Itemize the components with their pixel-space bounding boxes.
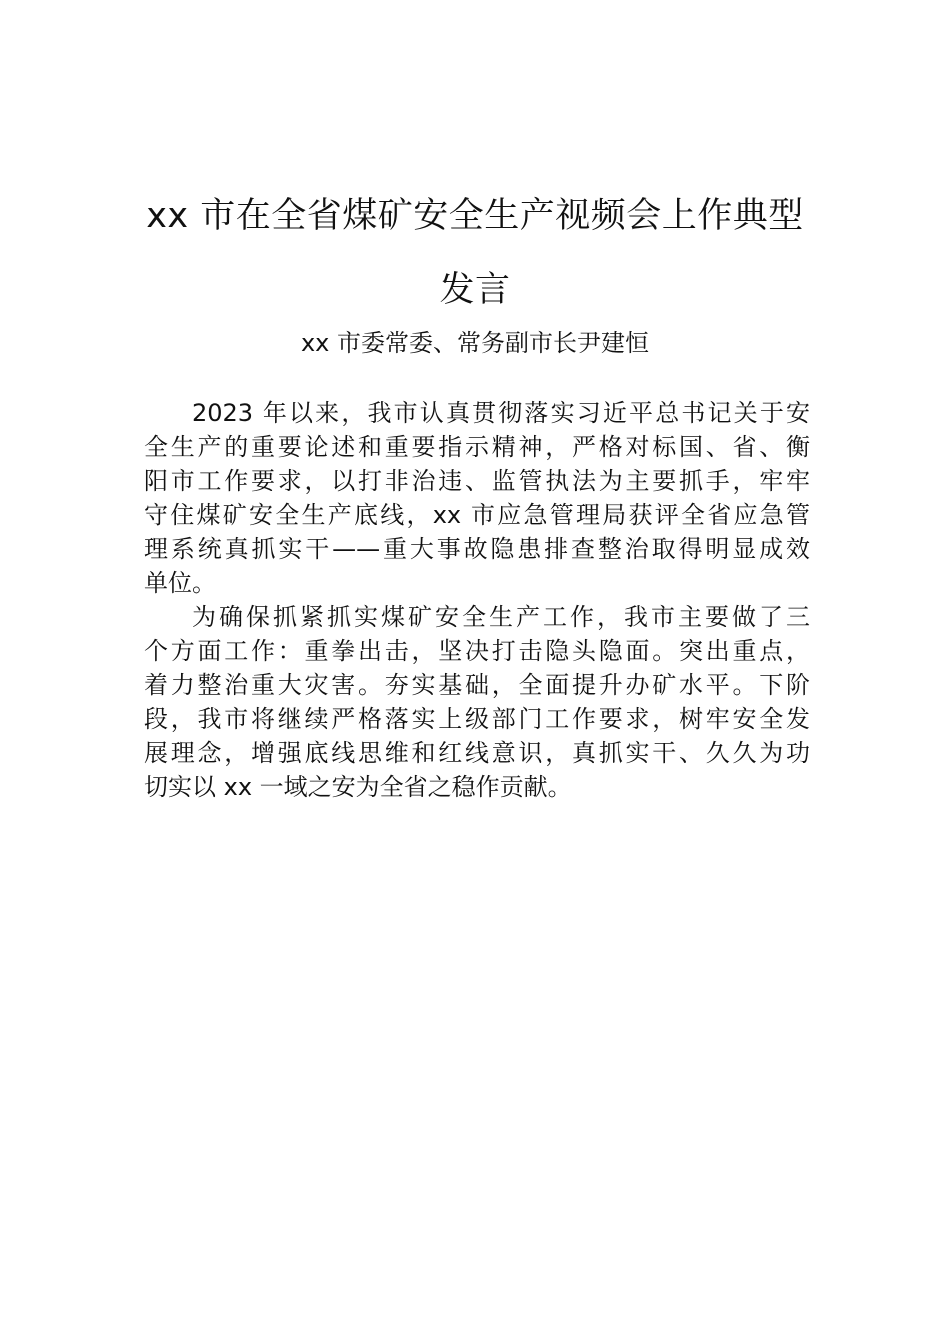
paragraph-line: 为确保抓紧抓实煤矿安全生产工作，我市主要做了三 (192, 603, 810, 631)
title-line-2: 发言 (439, 270, 511, 310)
paragraph-line: 理系统真抓实干——重大事故隐患排查整治取得明显成效 (144, 535, 810, 563)
paragraph-line: 段，我市将继续严格落实上级部门工作要求，树牢安全发 (144, 705, 810, 733)
paragraph-line: 阳市工作要求，以打非治违、监管执法为主要抓手，牢牢 (144, 467, 810, 495)
speaker-byline: xx 市委常委、常务副市长尹建恒 (300, 329, 650, 357)
paragraph-line: 切实以 xx 一域之安为全省之稳作贡献。 (144, 773, 572, 801)
paragraph-line: 着力整治重大灾害。夯实基础，全面提升办矿水平。下阶 (144, 671, 810, 699)
paragraph-line: 个方面工作：重拳出击，坚决打击隐头隐面。突出重点， (144, 637, 810, 665)
title-line-1: xx 市在全省煤矿安全生产视频会上作典型 (146, 196, 804, 236)
paragraph-1 (144, 396, 810, 600)
document-title (130, 196, 820, 310)
paragraph-line: 守住煤矿安全生产底线，xx 市应急管理局获评全省应急管 (144, 501, 810, 529)
document-body (144, 396, 810, 804)
paragraph-line: 展理念，增强底线思维和红线意识，真抓实干、久久为功 (144, 739, 810, 767)
paragraph-line: 单位。 (144, 569, 216, 597)
paragraph-2 (144, 600, 810, 804)
paragraph-line: 2023 年以来，我市认真贯彻落实习近平总书记关于安 (192, 399, 810, 427)
paragraph-line: 全生产的重要论述和重要指示精神，严格对标国、省、衡 (144, 433, 810, 461)
